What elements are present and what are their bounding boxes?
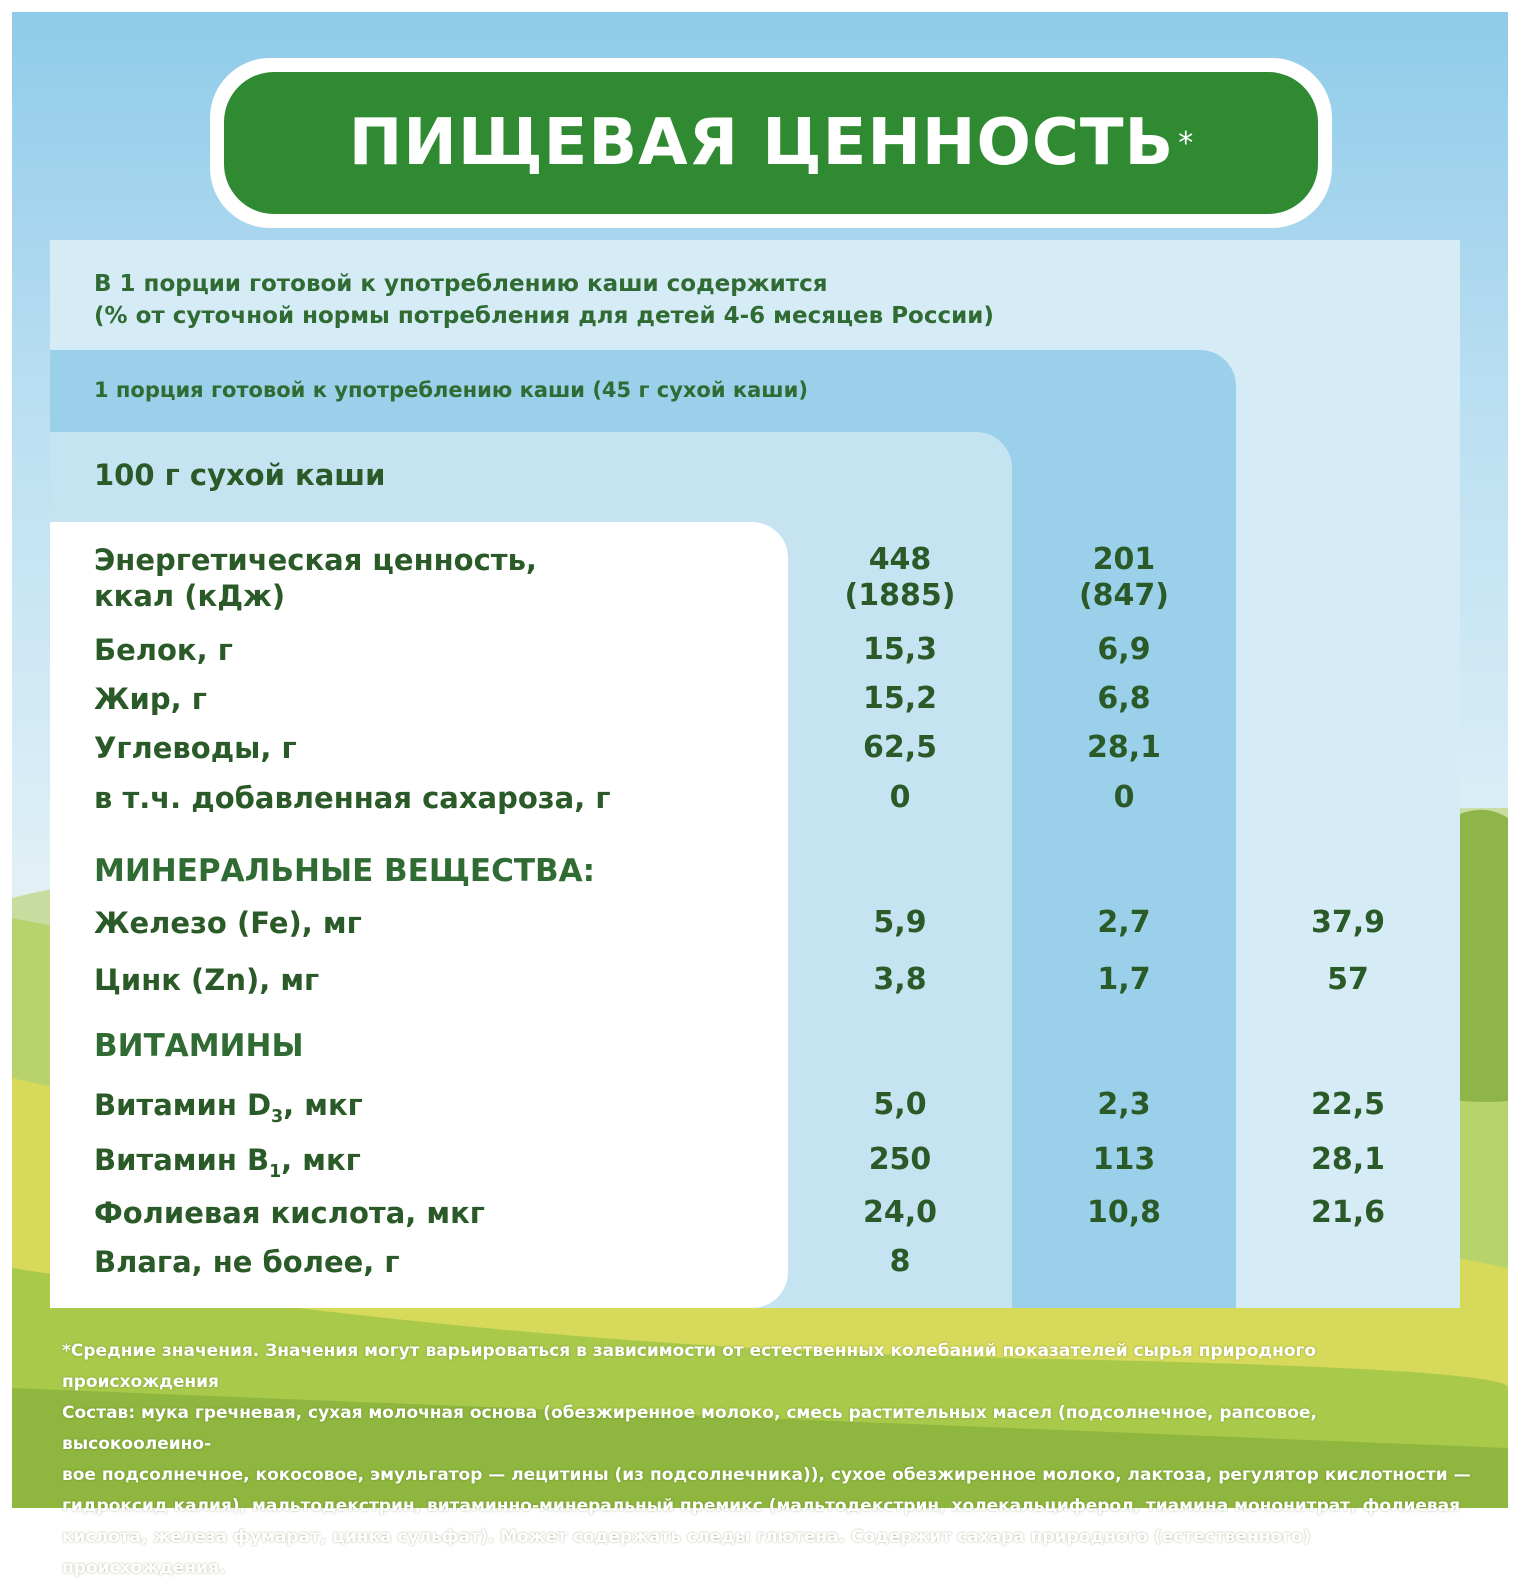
value-portion: 0 bbox=[1113, 780, 1135, 815]
value-per100: 250 bbox=[868, 1142, 932, 1177]
value-per100: 15,2 bbox=[862, 681, 938, 716]
title-asterisk: * bbox=[1178, 125, 1194, 161]
value-per100: 62,5 bbox=[862, 730, 938, 765]
value-portion: 201 (847) bbox=[1078, 542, 1170, 613]
intro-line-1: В 1 порции готовой к употреблению каши содержится bbox=[94, 271, 828, 297]
value-per100: 448 (1885) bbox=[844, 542, 956, 613]
per100-header: 100 г сухой каши bbox=[94, 458, 386, 492]
value-portion: 28,1 bbox=[1086, 730, 1162, 765]
title-banner bbox=[210, 58, 1332, 228]
value-per100: 0 bbox=[889, 780, 911, 815]
footnote-line: *Средние значения. Значения могут варьироваться в зависимости от естественных колебаний показателей сырья природного происхождения bbox=[62, 1341, 1317, 1392]
intro-line-2: (% от суточной нормы потребления для детей 4-6 месяцев России) bbox=[94, 303, 994, 329]
value-per100: 24,0 bbox=[862, 1195, 938, 1230]
value-per100: 5,9 bbox=[873, 905, 927, 940]
value-portion: 113 bbox=[1092, 1142, 1156, 1177]
row-label: Углеводы, г bbox=[94, 731, 297, 765]
value-portion: 2,3 bbox=[1097, 1087, 1151, 1122]
value-portion: 2,7 bbox=[1097, 905, 1151, 940]
footnote bbox=[62, 1336, 1472, 1584]
value-per100: 3,8 bbox=[873, 962, 927, 997]
value-percent: 22,5 bbox=[1310, 1087, 1386, 1122]
page-title: ПИЩЕВАЯ ЦЕННОСТЬ bbox=[348, 106, 1175, 180]
row-label: Железо (Fe), мг bbox=[94, 906, 362, 940]
section-heading: МИНЕРАЛЬНЫЕ ВЕЩЕСТВА: bbox=[94, 853, 596, 889]
row-label: Энергетическая ценность, ккал (кДж) bbox=[94, 543, 537, 613]
value-percent: 28,1 bbox=[1310, 1142, 1386, 1177]
value-percent: 57 bbox=[1327, 962, 1369, 997]
footnote-line: Состав: мука гречневая, сухая молочная основа (обезжиренное молоко, смесь растительных масел (подсолнечное, рапсовое, высокоолеино- bbox=[62, 1403, 1317, 1454]
value-portion: 6,9 bbox=[1097, 632, 1151, 667]
value-per100: 5,0 bbox=[873, 1087, 927, 1122]
value-per100: 8 bbox=[889, 1244, 911, 1279]
value-per100: 15,3 bbox=[862, 632, 938, 667]
row-label: Белок, г bbox=[94, 633, 233, 667]
value-portion: 6,8 bbox=[1097, 681, 1151, 716]
footnote-line: кислота, железа фумарат, цинка сульфат). Может содержать следы глютена. Содержит сахара природного (естественного) происхождения. bbox=[62, 1527, 1311, 1578]
row-label: Влага, не более, г bbox=[94, 1245, 400, 1279]
footnote-line: вое подсолнечное, кокосовое, эмульгатор — лецитины (из подсолнечника)), сухое обезжиренное молоко, лактоза, регулятор кислотности — bbox=[62, 1465, 1471, 1485]
portion-header: 1 порция готовой к употреблению каши (45 г сухой каши) bbox=[94, 378, 808, 402]
value-portion: 1,7 bbox=[1097, 962, 1151, 997]
footnote-line: гидроксид калия), мальтодекстрин, витаминно-минеральный премикс (мальтодекстрин, холекальциферол, тиамина мононитрат, фолиевая bbox=[62, 1496, 1461, 1516]
row-label: Витамин $B_1$, мкг bbox=[94, 1143, 361, 1182]
row-label: Фолиевая кислота, мкг bbox=[94, 1196, 485, 1230]
value-percent: 37,9 bbox=[1310, 905, 1386, 940]
section-heading: ВИТАМИНЫ bbox=[94, 1028, 304, 1064]
row-label: в т.ч. добавленная сахароза, г bbox=[94, 781, 611, 815]
row-label: Витамин $D_3$, мкг bbox=[94, 1088, 363, 1127]
value-percent: 21,6 bbox=[1310, 1195, 1386, 1230]
intro-text bbox=[94, 268, 1394, 332]
row-label: Жир, г bbox=[94, 682, 207, 716]
row-label: Цинк (Zn), мг bbox=[94, 963, 320, 997]
value-portion: 10,8 bbox=[1086, 1195, 1162, 1230]
title-banner-green bbox=[224, 72, 1318, 214]
